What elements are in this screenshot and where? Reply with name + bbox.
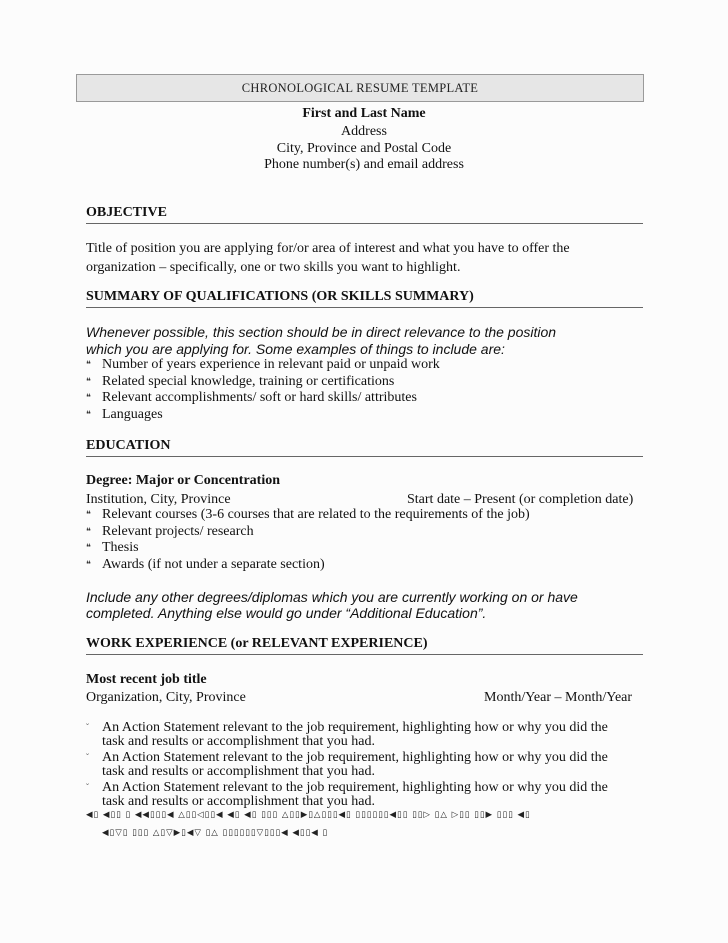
bullet-icon: ❝ [86,359,91,369]
list-item: ❝ Relevant accomplishments/ soft or hard skills/ attributes [86,390,417,405]
garbled-line-2: ◀▯▽▯ ▯▯▯ △▯▽▶▯◀▽ ▯△ ▯▯▯▯▯▯▽▯▯▯◀ ◀▯▯◀ ▯ [102,828,329,838]
bullet-icon: ˘ [86,752,89,762]
institution: Institution, City, Province [86,492,231,507]
education-list [86,507,530,573]
work-statements [86,721,608,809]
contact-phone: Phone number(s) and email address [264,157,464,172]
bullet-icon: ❝ [86,408,91,419]
objective-line-1: Title of position you are applying for/or area of interest and what you have to offer the [86,241,570,256]
organization: Organization, City, Province [86,690,246,705]
work-dates: Month/Year – Month/Year [484,690,633,705]
education-heading: EDUCATION [86,438,643,457]
list-item: ˘ An Action Statement relevant to the job requirement, highlighting how or why you did the task and results or accomplishment that you had. [86,780,608,809]
list-item: ❝ Relevant courses (3-6 courses that are related to the requirements of the job) [86,507,530,522]
list-item: ❝ Thesis [86,540,139,555]
contact-address: Address [341,124,387,139]
bullet-icon: ❝ [86,509,91,519]
contact-city: City, Province and Postal Code [276,141,452,156]
list-item: ❝ Number of years experience in relevant paid or unpaid work [86,357,440,372]
title-banner: CHRONOLOGICAL RESUME TEMPLATE [76,74,644,102]
education-note-2: completed. Anything else would go under “Additional Education”. [86,605,487,621]
summary-heading: SUMMARY OF QUALIFICATIONS (OR SKILLS SUMMARY) [86,289,643,308]
contact-name: First and Last Name [302,106,426,121]
objective-heading: OBJECTIVE [86,205,643,224]
list-item: ❝ Languages [86,406,163,422]
summary-intro-2: which you are applying for. Some examples of things to include are: [86,341,505,357]
list-item: ˘ An Action Statement relevant to the job requirement, highlighting how or why you did the task and results or accomplishment that you had. [86,750,608,779]
summary-list [86,357,440,423]
list-item: ❝ Awards (if not under a separate section) [86,556,325,572]
objective-line-2: organization – specifically, one or two skills you want to highlight. [86,260,461,275]
list-item: ❝ Related special knowledge, training or certifications [86,373,395,389]
bullet-icon: ❝ [86,392,91,402]
job-title: Most recent job title [86,672,207,687]
list-item: ˘ An Action Statement relevant to the job requirement, highlighting how or why you did the task and results or accomplishment that you had. [86,720,608,749]
education-note-1: Include any other degrees/diplomas which you are currently working on or have [86,589,578,605]
bullet-icon: ❝ [86,542,91,552]
bullet-icon: ❝ [86,375,91,386]
bullet-icon: ˘ [86,782,89,792]
garbled-line-1: ◀▯ ◀▯▯ ▯ ◀◀▯▯▯◀ △▯▯◁▯▯◀ ◀▯ ◀▯ ▯▯▯ △▯▯▶▯△▯▯▯◀▯ ▯▯▯▯▯▯◀▯▯ ▯▯▷ ▯△ ▷▯▯ ▯▯▶ ▯▯▯ ◀▯ [86,810,531,820]
education-dates: Start date – Present (or completion date) [407,492,634,507]
bullet-icon: ❝ [86,525,91,536]
summary-intro-1: Whenever possible, this section should be in direct relevance to the position [86,324,557,340]
degree-title: Degree: Major or Concentration [86,473,280,488]
bullet-icon: ❝ [86,558,91,569]
bullet-icon: ˘ [86,722,89,732]
list-item: ❝ Relevant projects/ research [86,523,254,539]
work-heading: WORK EXPERIENCE (or RELEVANT EXPERIENCE) [86,636,643,655]
